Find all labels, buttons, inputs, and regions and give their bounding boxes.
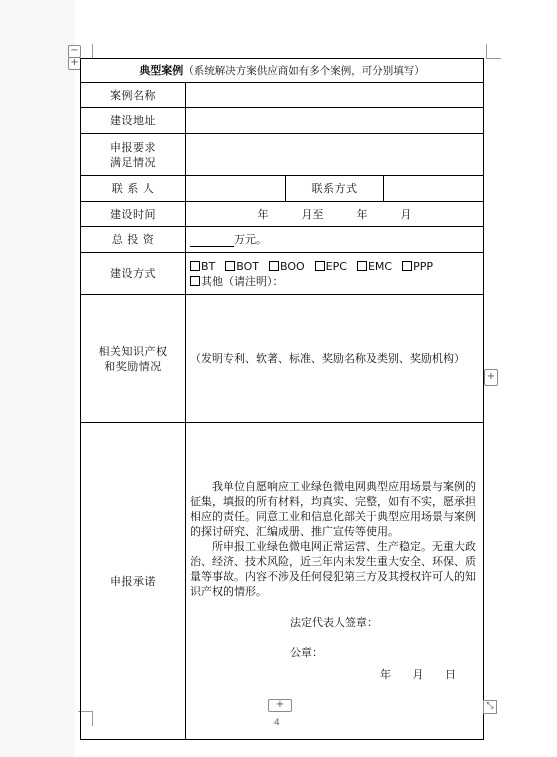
time-label: 建设时间: [81, 202, 186, 227]
title-bold: 典型案例: [139, 63, 184, 77]
signature-block: [190, 615, 479, 683]
table-resize-icon[interactable]: ⤡: [483, 700, 497, 714]
requirement-row: [81, 134, 484, 176]
mode-option-other[interactable]: [190, 274, 284, 289]
mode-option-other-label: 其他（请注明）：: [201, 274, 284, 288]
time-row: [81, 202, 484, 227]
corner-mark-top-right: [486, 44, 501, 59]
time-value[interactable]: 年 月至 年 月: [186, 202, 484, 227]
investment-row: [81, 227, 484, 253]
mode-option-emc[interactable]: [357, 259, 392, 274]
requirement-label-line1: 申报要求: [110, 140, 156, 154]
checkbox-icon[interactable]: [225, 261, 235, 271]
ip-label: [81, 295, 186, 423]
contact-method-field[interactable]: [384, 176, 484, 202]
requirement-label-line2: 满足情况: [110, 155, 156, 169]
ip-label-line1: 相关知识产权: [98, 344, 168, 358]
investment-unit: 万元。: [234, 233, 267, 246]
mode-option-label: EMC: [367, 259, 393, 273]
contact-label: 联 系 人: [81, 176, 186, 202]
collapse-table-icon[interactable]: −: [68, 45, 81, 58]
checkbox-icon[interactable]: [269, 261, 279, 271]
legal-rep-signature[interactable]: 法定代表人签章：: [290, 616, 378, 629]
mode-options: [186, 253, 484, 295]
title-note: （系统解决方案供应商如有多个案例，可分别填写）: [183, 64, 425, 77]
contact-method-label: 联系方式: [286, 176, 384, 202]
title-row: [81, 59, 484, 83]
investment-label: 总 投 资: [81, 227, 186, 253]
requirement-label: [81, 134, 186, 176]
address-field[interactable]: [186, 108, 484, 134]
mode-option-label: BOT: [236, 259, 259, 273]
mode-option-label: BOO: [280, 259, 305, 273]
pledge-paragraph-2: 所申报工业绿色微电网正常运营、生产稳定。无重大政治、经济、技术风险，近三年内未发生重大安全、环保、质量等事故。内容不涉及任何侵犯第三方及其授权许可人的知识产权的情形。: [190, 540, 476, 598]
checkbox-icon[interactable]: [190, 276, 200, 286]
mode-option-label: PPP: [413, 259, 433, 273]
contact-row: [81, 176, 484, 202]
mode-row: [81, 253, 484, 295]
checkbox-icon[interactable]: [190, 261, 200, 271]
mode-option-epc[interactable]: [315, 259, 347, 274]
ip-label-line2: 和奖励情况: [104, 359, 162, 373]
signature-date[interactable]: 年 月 日: [380, 668, 456, 681]
case-name-label: 案例名称: [81, 83, 186, 108]
mode-option-bot[interactable]: [225, 259, 259, 274]
requirement-field[interactable]: [186, 134, 484, 176]
checkbox-icon[interactable]: [357, 261, 367, 271]
pledge-paragraph-1: 我单位自愿响应工业绿色微电网典型应用场景与案例的征集，填报的所有材料，均真实、完整，如有不实，愿承担相应的责任。同意工业和信息化部关于典型应用场景与案例的探讨研究、汇编成册、推广宣传等使用。: [190, 480, 476, 538]
checkbox-icon[interactable]: [315, 261, 325, 271]
pledge-label: 申报承诺: [81, 423, 186, 740]
left-gutter: [0, 0, 75, 757]
add-column-icon[interactable]: +: [484, 369, 498, 386]
mode-option-ppp[interactable]: [402, 259, 433, 274]
ip-hint: （发明专利、软著、标准、奖励名称及类别、奖励机构）: [190, 352, 465, 365]
pledge-row: [81, 423, 484, 740]
add-row-icon[interactable]: +: [268, 699, 292, 712]
case-name-field[interactable]: [186, 83, 484, 108]
mode-option-bt[interactable]: [190, 259, 215, 274]
ip-row: [81, 295, 484, 423]
table-move-handle-icon[interactable]: +: [68, 57, 81, 70]
address-row: [81, 108, 484, 134]
mode-option-boo[interactable]: [269, 259, 305, 274]
contact-field[interactable]: [186, 176, 286, 202]
investment-field[interactable]: [186, 227, 484, 253]
ip-field[interactable]: [186, 295, 484, 423]
mode-option-label: BT: [201, 259, 216, 273]
checkbox-icon[interactable]: [402, 261, 412, 271]
page-number: 4: [274, 718, 280, 728]
investment-blank[interactable]: [190, 234, 234, 247]
case-name-row: [81, 83, 484, 108]
table-title: [81, 59, 484, 83]
mode-label: 建设方式: [81, 253, 186, 295]
address-label: 建设地址: [81, 108, 186, 134]
official-seal[interactable]: 公章：: [290, 646, 323, 659]
pledge-content: [186, 423, 484, 740]
mode-option-label: EPC: [325, 259, 347, 273]
case-form-table: [80, 58, 484, 740]
